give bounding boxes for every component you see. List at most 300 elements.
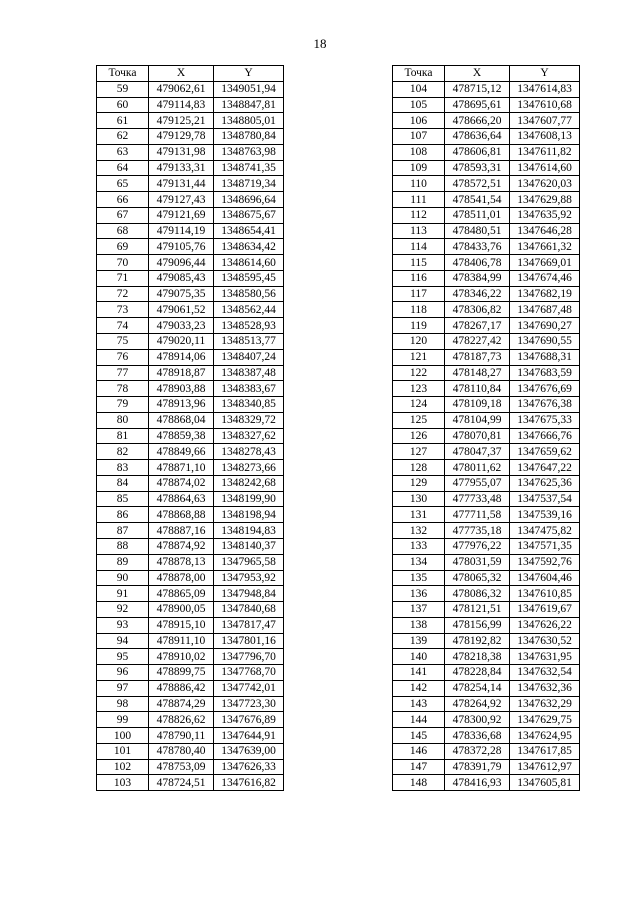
point-number-cell: 107	[393, 129, 445, 145]
point-number-cell: 66	[97, 192, 149, 208]
header-y: Y	[214, 66, 284, 82]
table-row	[97, 302, 284, 318]
x-coordinate-cell: 478300,92	[445, 712, 510, 728]
x-coordinate-cell: 477733,48	[445, 491, 510, 507]
y-coordinate-cell: 1348595,45	[214, 270, 284, 286]
point-number-cell: 94	[97, 633, 149, 649]
table-row	[97, 728, 284, 744]
x-coordinate-cell: 478336,68	[445, 728, 510, 744]
x-coordinate-cell: 478606,81	[445, 144, 510, 160]
point-number-cell: 129	[393, 475, 445, 491]
point-number-cell: 65	[97, 176, 149, 192]
y-coordinate-cell: 1348407,24	[214, 349, 284, 365]
table-row	[97, 113, 284, 129]
y-coordinate-cell: 1347604,46	[510, 570, 580, 586]
y-coordinate-cell: 1348696,64	[214, 192, 284, 208]
point-number-cell: 61	[97, 113, 149, 129]
point-number-cell: 139	[393, 633, 445, 649]
x-coordinate-cell: 478868,88	[149, 507, 214, 523]
y-coordinate-cell: 1347639,00	[214, 743, 284, 759]
x-coordinate-cell: 478715,12	[445, 81, 510, 97]
table-row	[393, 428, 580, 444]
table-row	[393, 680, 580, 696]
x-coordinate-cell: 477976,22	[445, 538, 510, 554]
y-coordinate-cell: 1348741,35	[214, 160, 284, 176]
y-coordinate-cell: 1348719,34	[214, 176, 284, 192]
x-coordinate-cell: 478780,40	[149, 743, 214, 759]
y-coordinate-cell: 1347626,22	[510, 617, 580, 633]
y-coordinate-cell: 1349051,94	[214, 81, 284, 97]
table-row	[393, 460, 580, 476]
table-row	[393, 712, 580, 728]
x-coordinate-cell: 479131,98	[149, 144, 214, 160]
point-number-cell: 115	[393, 255, 445, 271]
y-coordinate-cell: 1347630,52	[510, 633, 580, 649]
x-coordinate-cell: 478406,78	[445, 255, 510, 271]
table-row	[97, 81, 284, 97]
x-coordinate-cell: 478753,09	[149, 759, 214, 775]
table-row	[97, 428, 284, 444]
point-number-cell: 63	[97, 144, 149, 160]
y-coordinate-cell: 1347632,36	[510, 680, 580, 696]
point-number-cell: 131	[393, 507, 445, 523]
point-number-cell: 96	[97, 665, 149, 681]
x-coordinate-cell: 478849,66	[149, 444, 214, 460]
x-coordinate-cell: 478914,06	[149, 349, 214, 365]
y-coordinate-cell: 1347690,55	[510, 334, 580, 350]
point-number-cell: 130	[393, 491, 445, 507]
y-coordinate-cell: 1348387,48	[214, 365, 284, 381]
x-coordinate-cell: 479114,83	[149, 97, 214, 113]
x-coordinate-cell: 478480,51	[445, 223, 510, 239]
point-number-cell: 67	[97, 207, 149, 223]
x-coordinate-cell: 478572,51	[445, 176, 510, 192]
table-row	[393, 696, 580, 712]
table-row	[97, 554, 284, 570]
x-coordinate-cell: 479075,35	[149, 286, 214, 302]
point-number-cell: 104	[393, 81, 445, 97]
table-row	[393, 570, 580, 586]
table-row	[393, 775, 580, 791]
point-number-cell: 125	[393, 412, 445, 428]
y-coordinate-cell: 1347624,95	[510, 728, 580, 744]
point-number-cell: 86	[97, 507, 149, 523]
x-coordinate-cell: 478433,76	[445, 239, 510, 255]
y-coordinate-cell: 1348805,01	[214, 113, 284, 129]
y-coordinate-cell: 1347675,33	[510, 412, 580, 428]
x-coordinate-cell: 478915,10	[149, 617, 214, 633]
point-number-cell: 147	[393, 759, 445, 775]
y-coordinate-cell: 1347690,27	[510, 318, 580, 334]
point-number-cell: 127	[393, 444, 445, 460]
y-coordinate-cell: 1348654,41	[214, 223, 284, 239]
table-row	[97, 665, 284, 681]
point-number-cell: 114	[393, 239, 445, 255]
point-number-cell: 128	[393, 460, 445, 476]
point-number-cell: 68	[97, 223, 149, 239]
point-number-cell: 120	[393, 334, 445, 350]
point-number-cell: 72	[97, 286, 149, 302]
y-coordinate-cell: 1347625,36	[510, 475, 580, 491]
y-coordinate-cell: 1347676,89	[214, 712, 284, 728]
y-coordinate-cell: 1347953,92	[214, 570, 284, 586]
x-coordinate-cell: 478227,42	[445, 334, 510, 350]
point-number-cell: 100	[97, 728, 149, 744]
x-coordinate-cell: 477955,07	[445, 475, 510, 491]
point-number-cell: 145	[393, 728, 445, 744]
point-number-cell: 101	[97, 743, 149, 759]
table-row	[97, 696, 284, 712]
table-row	[97, 649, 284, 665]
table-row	[393, 633, 580, 649]
table-row	[97, 318, 284, 334]
table-row	[97, 602, 284, 618]
table-row	[393, 523, 580, 539]
y-coordinate-cell: 1348340,85	[214, 397, 284, 413]
x-coordinate-cell: 478868,04	[149, 412, 214, 428]
y-coordinate-cell: 1348562,44	[214, 302, 284, 318]
x-coordinate-cell: 478031,59	[445, 554, 510, 570]
x-coordinate-cell: 478416,93	[445, 775, 510, 791]
table-row	[393, 586, 580, 602]
x-coordinate-cell: 478859,38	[149, 428, 214, 444]
y-coordinate-cell: 1347632,54	[510, 665, 580, 681]
y-coordinate-cell: 1347605,81	[510, 775, 580, 791]
point-number-cell: 148	[393, 775, 445, 791]
table-row	[97, 460, 284, 476]
y-coordinate-cell: 1347608,13	[510, 129, 580, 145]
x-coordinate-cell: 477711,58	[445, 507, 510, 523]
y-coordinate-cell: 1348780,84	[214, 129, 284, 145]
y-coordinate-cell: 1348198,94	[214, 507, 284, 523]
table-row	[97, 680, 284, 696]
point-number-cell: 141	[393, 665, 445, 681]
table-row	[97, 97, 284, 113]
point-number-cell: 123	[393, 381, 445, 397]
y-coordinate-cell: 1348675,67	[214, 207, 284, 223]
point-number-cell: 103	[97, 775, 149, 791]
table-row	[393, 223, 580, 239]
y-coordinate-cell: 1348763,98	[214, 144, 284, 160]
table-row	[393, 97, 580, 113]
point-number-cell: 98	[97, 696, 149, 712]
table-row	[393, 665, 580, 681]
table-row	[393, 207, 580, 223]
y-coordinate-cell: 1347644,91	[214, 728, 284, 744]
point-number-cell: 92	[97, 602, 149, 618]
point-number-cell: 137	[393, 602, 445, 618]
x-coordinate-cell: 479020,11	[149, 334, 214, 350]
y-coordinate-cell: 1348329,72	[214, 412, 284, 428]
coordinates-table-left	[96, 65, 284, 791]
x-coordinate-cell: 478541,54	[445, 192, 510, 208]
x-coordinate-cell: 478011,62	[445, 460, 510, 476]
y-coordinate-cell: 1347646,28	[510, 223, 580, 239]
table-row	[97, 743, 284, 759]
x-coordinate-cell: 479096,44	[149, 255, 214, 271]
header-point: Точка	[393, 66, 445, 82]
y-coordinate-cell: 1348614,60	[214, 255, 284, 271]
point-number-cell: 75	[97, 334, 149, 350]
x-coordinate-cell: 479133,31	[149, 160, 214, 176]
y-coordinate-cell: 1347614,83	[510, 81, 580, 97]
table-row	[97, 633, 284, 649]
point-number-cell: 79	[97, 397, 149, 413]
x-coordinate-cell: 479129,78	[149, 129, 214, 145]
y-coordinate-cell: 1347475,82	[510, 523, 580, 539]
y-coordinate-cell: 1348327,62	[214, 428, 284, 444]
table-row	[393, 617, 580, 633]
table-row	[97, 412, 284, 428]
x-coordinate-cell: 478156,99	[445, 617, 510, 633]
table-row	[97, 223, 284, 239]
point-number-cell: 146	[393, 743, 445, 759]
table-row	[393, 192, 580, 208]
y-coordinate-cell: 1347616,82	[214, 775, 284, 791]
y-coordinate-cell: 1347659,62	[510, 444, 580, 460]
x-coordinate-cell: 478110,84	[445, 381, 510, 397]
x-coordinate-cell: 479033,23	[149, 318, 214, 334]
point-number-cell: 143	[393, 696, 445, 712]
y-coordinate-cell: 1347617,85	[510, 743, 580, 759]
table-row	[97, 129, 284, 145]
y-coordinate-cell: 1347607,77	[510, 113, 580, 129]
point-number-cell: 70	[97, 255, 149, 271]
table-row	[393, 176, 580, 192]
point-number-cell: 136	[393, 586, 445, 602]
x-coordinate-cell: 478865,09	[149, 586, 214, 602]
table-row	[393, 286, 580, 302]
x-coordinate-cell: 478695,61	[445, 97, 510, 113]
y-coordinate-cell: 1347610,85	[510, 586, 580, 602]
point-number-cell: 118	[393, 302, 445, 318]
y-coordinate-cell: 1347723,30	[214, 696, 284, 712]
table-row	[97, 192, 284, 208]
y-coordinate-cell: 1347796,70	[214, 649, 284, 665]
table-row	[393, 81, 580, 97]
x-coordinate-cell: 478267,17	[445, 318, 510, 334]
table-row	[393, 743, 580, 759]
x-coordinate-cell: 478511,01	[445, 207, 510, 223]
header-x: X	[149, 66, 214, 82]
table-row	[393, 507, 580, 523]
y-coordinate-cell: 1347676,69	[510, 381, 580, 397]
y-coordinate-cell: 1348580,56	[214, 286, 284, 302]
y-coordinate-cell: 1347612,97	[510, 759, 580, 775]
table-row	[393, 113, 580, 129]
table-row	[97, 239, 284, 255]
table-row	[97, 712, 284, 728]
point-number-cell: 87	[97, 523, 149, 539]
y-coordinate-cell: 1347629,75	[510, 712, 580, 728]
y-coordinate-cell: 1348273,66	[214, 460, 284, 476]
point-number-cell: 111	[393, 192, 445, 208]
table-row	[393, 602, 580, 618]
y-coordinate-cell: 1347676,38	[510, 397, 580, 413]
table-row	[97, 759, 284, 775]
x-coordinate-cell: 478878,13	[149, 554, 214, 570]
x-coordinate-cell: 478391,79	[445, 759, 510, 775]
x-coordinate-cell: 478636,64	[445, 129, 510, 145]
x-coordinate-cell: 478384,99	[445, 270, 510, 286]
table-row	[97, 255, 284, 271]
x-coordinate-cell: 478886,42	[149, 680, 214, 696]
y-coordinate-cell: 1347631,95	[510, 649, 580, 665]
table-row	[97, 144, 284, 160]
point-number-cell: 102	[97, 759, 149, 775]
x-coordinate-cell: 478086,32	[445, 586, 510, 602]
point-number-cell: 142	[393, 680, 445, 696]
point-number-cell: 77	[97, 365, 149, 381]
y-coordinate-cell: 1347635,92	[510, 207, 580, 223]
point-number-cell: 71	[97, 270, 149, 286]
table-row	[393, 491, 580, 507]
point-number-cell: 85	[97, 491, 149, 507]
x-coordinate-cell: 478218,38	[445, 649, 510, 665]
table-row	[97, 270, 284, 286]
point-number-cell: 138	[393, 617, 445, 633]
y-coordinate-cell: 1347801,16	[214, 633, 284, 649]
point-number-cell: 78	[97, 381, 149, 397]
point-number-cell: 126	[393, 428, 445, 444]
x-coordinate-cell: 479125,21	[149, 113, 214, 129]
y-coordinate-cell: 1348528,93	[214, 318, 284, 334]
x-coordinate-cell: 478874,92	[149, 538, 214, 554]
y-coordinate-cell: 1347537,54	[510, 491, 580, 507]
table-row	[393, 270, 580, 286]
table-row	[393, 160, 580, 176]
x-coordinate-cell: 478104,99	[445, 412, 510, 428]
table-row	[393, 381, 580, 397]
table-row	[393, 334, 580, 350]
table-header-row	[97, 66, 284, 82]
table-row	[97, 444, 284, 460]
y-coordinate-cell: 1348199,90	[214, 491, 284, 507]
x-coordinate-cell: 479105,76	[149, 239, 214, 255]
x-coordinate-cell: 478306,82	[445, 302, 510, 318]
y-coordinate-cell: 1347626,33	[214, 759, 284, 775]
x-coordinate-cell: 478724,51	[149, 775, 214, 791]
point-number-cell: 76	[97, 349, 149, 365]
table-row	[97, 334, 284, 350]
y-coordinate-cell: 1347817,47	[214, 617, 284, 633]
point-number-cell: 109	[393, 160, 445, 176]
y-coordinate-cell: 1347683,59	[510, 365, 580, 381]
table-row	[393, 412, 580, 428]
table-row	[97, 207, 284, 223]
y-coordinate-cell: 1347948,84	[214, 586, 284, 602]
y-coordinate-cell: 1347661,32	[510, 239, 580, 255]
y-coordinate-cell: 1347687,48	[510, 302, 580, 318]
point-number-cell: 132	[393, 523, 445, 539]
table-row	[97, 381, 284, 397]
table-row	[97, 586, 284, 602]
point-number-cell: 62	[97, 129, 149, 145]
x-coordinate-cell: 478900,05	[149, 602, 214, 618]
table-row	[97, 349, 284, 365]
x-coordinate-cell: 478790,11	[149, 728, 214, 744]
table-row	[393, 397, 580, 413]
y-coordinate-cell: 1348634,42	[214, 239, 284, 255]
table-row	[393, 554, 580, 570]
point-number-cell: 140	[393, 649, 445, 665]
table-row	[97, 491, 284, 507]
table-header-row	[393, 66, 580, 82]
x-coordinate-cell: 478192,82	[445, 633, 510, 649]
table-row	[393, 538, 580, 554]
point-number-cell: 113	[393, 223, 445, 239]
y-coordinate-cell: 1347632,29	[510, 696, 580, 712]
header-y: Y	[510, 66, 580, 82]
table-row	[393, 759, 580, 775]
point-number-cell: 99	[97, 712, 149, 728]
table-row	[97, 570, 284, 586]
point-number-cell: 117	[393, 286, 445, 302]
y-coordinate-cell: 1347965,58	[214, 554, 284, 570]
y-coordinate-cell: 1347611,82	[510, 144, 580, 160]
point-number-cell: 110	[393, 176, 445, 192]
point-number-cell: 112	[393, 207, 445, 223]
point-number-cell: 134	[393, 554, 445, 570]
table-row	[393, 365, 580, 381]
y-coordinate-cell: 1347647,22	[510, 460, 580, 476]
point-number-cell: 90	[97, 570, 149, 586]
y-coordinate-cell: 1347742,01	[214, 680, 284, 696]
coordinates-table-right	[392, 65, 580, 791]
table-row	[97, 286, 284, 302]
table-row	[97, 617, 284, 633]
x-coordinate-cell: 478065,32	[445, 570, 510, 586]
point-number-cell: 74	[97, 318, 149, 334]
x-coordinate-cell: 478878,00	[149, 570, 214, 586]
x-coordinate-cell: 479114,19	[149, 223, 214, 239]
x-coordinate-cell: 478871,10	[149, 460, 214, 476]
y-coordinate-cell: 1347571,35	[510, 538, 580, 554]
y-coordinate-cell: 1347768,70	[214, 665, 284, 681]
x-coordinate-cell: 478121,51	[445, 602, 510, 618]
y-coordinate-cell: 1347592,76	[510, 554, 580, 570]
x-coordinate-cell: 479062,61	[149, 81, 214, 97]
point-number-cell: 133	[393, 538, 445, 554]
point-number-cell: 60	[97, 97, 149, 113]
point-number-cell: 144	[393, 712, 445, 728]
y-coordinate-cell: 1347539,16	[510, 507, 580, 523]
y-coordinate-cell: 1347669,01	[510, 255, 580, 271]
x-coordinate-cell: 479085,43	[149, 270, 214, 286]
point-number-cell: 121	[393, 349, 445, 365]
x-coordinate-cell: 478874,02	[149, 475, 214, 491]
y-coordinate-cell: 1348383,67	[214, 381, 284, 397]
point-number-cell: 97	[97, 680, 149, 696]
x-coordinate-cell: 478346,22	[445, 286, 510, 302]
y-coordinate-cell: 1347610,68	[510, 97, 580, 113]
y-coordinate-cell: 1348278,43	[214, 444, 284, 460]
point-number-cell: 124	[393, 397, 445, 413]
x-coordinate-cell: 478228,84	[445, 665, 510, 681]
page-number: 18	[313, 36, 327, 51]
point-number-cell: 95	[97, 649, 149, 665]
x-coordinate-cell: 479061,52	[149, 302, 214, 318]
x-coordinate-cell: 477735,18	[445, 523, 510, 539]
x-coordinate-cell: 478109,18	[445, 397, 510, 413]
x-coordinate-cell: 478372,28	[445, 743, 510, 759]
point-number-cell: 119	[393, 318, 445, 334]
x-coordinate-cell: 478903,88	[149, 381, 214, 397]
x-coordinate-cell: 478254,14	[445, 680, 510, 696]
table-row	[393, 255, 580, 271]
x-coordinate-cell: 479121,69	[149, 207, 214, 223]
table-row	[393, 475, 580, 491]
